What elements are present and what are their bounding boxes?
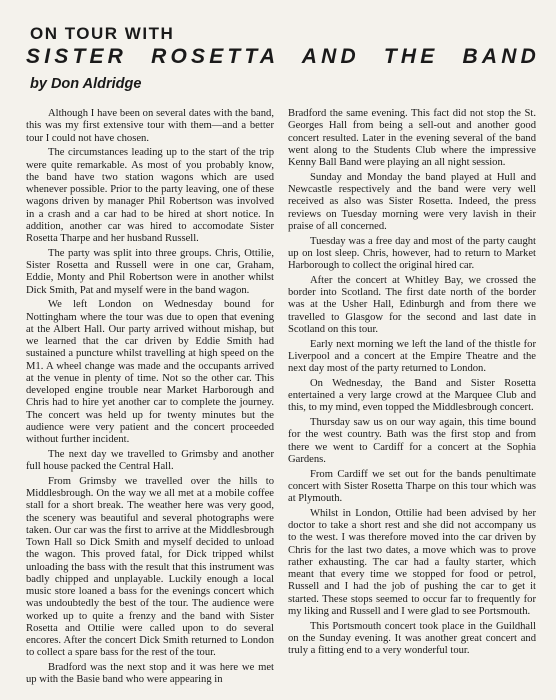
paragraph: From Grimsby we travelled over the hills to Middlesbrough. On the way we all met at a mobile coffee stall for a short break. The weather here was very good, the scenery was beautiful and several photographs were taken. Our car was the first to arrive at the Middlesbrough Town Hall so Dick Smith and myself decided to unload the wagon. This proved fatal, for Dick tripped whilst unloading the bass with the result that this instrument was badly chipped and unplayable. Luckily enough a local music store loaned a bass for the evenings concert which was undoubtedly the best of the tour. The audience were worked up to quite a frenzy and the band with Sister Rosetta and Ottilie were called upon to do several encores. After the concert Dick Smith returned to London to collect a spare bass for the rest of the tour. bbox=[26, 475, 274, 659]
paragraph: We left London on Wednesday bound for Nottingham where the tour was due to open that evening at the Albert Hall. Our party arrived without mishap, but we learned that the car driven by Eddie Smith had sustained a puncture whilst travelling at high speed on the M1. A wheel change was made and the occupants arrived at the venue in plenty of time. Not so the other car. This developed engine trouble near Market Harborough and Chris had to hire yet another car to complete the journey. The concert was held up for twenty minutes but the audience were very patient and the concert proceeded without further incident. bbox=[26, 299, 274, 445]
paragraph: Tuesday was a free day and most of the party caught up on lost sleep. Chris, however, had to return to Market Harborough to collect the original hired car. bbox=[288, 235, 536, 271]
paragraph: Sunday and Monday the band played at Hull and Newcastle respectively and the band were very well received as also was Sister Rosetta. Indeed, the press reviews on Tuesday morning were very lavish in their praise of all concerned. bbox=[288, 171, 536, 232]
paragraph: The circumstances leading up to the start of the trip were quite remarkable. As most of you probably know, the band have two station wagons which are used whenever possible. Prior to the party leaving, one of these wagons driven by manager Phil Robertson was involved in a crash and a car had to be hired at short notice. In addition, another car was hired to accomodate Sister Rosetta Tharpe and her husband Russell. bbox=[26, 147, 274, 244]
left-column bbox=[26, 108, 274, 689]
paragraph: From Cardiff we set out for the bands penultimate concert with Sister Rosetta Tharpe on this tour which was at Plymouth. bbox=[288, 468, 536, 504]
right-column bbox=[288, 108, 536, 660]
paragraph: Thursday saw us on our way again, this time bound for the west country. Bath was the first stop and from there we went to Cardiff for a concert at the Sophia Gardens. bbox=[288, 417, 536, 465]
paragraph: The next day we travelled to Grimsby and another full house packed the Central Hall. bbox=[26, 448, 274, 472]
paragraph: Whilst in London, Ottilie had been advised by her doctor to take a short rest and she did not accompany us to the west. I was therefore moved into the car driven by Chris for the last two dates, a move which was to prove rather exhausting. The car had a faulty starter, which meant that every time we stopped for food or petrol, Russell and I had the job of pushing the car to get it started. These stops seemed to occur far to frequently for my liking and Russell and I were glad to see Portsmouth. bbox=[288, 507, 536, 617]
paragraph: Bradford the same evening. This fact did not stop the St. Georges Hall from being a sell-out and another good concert resulted. Later in the evening several of the band went along to the Students Club where the impressive Kenny Ball Band were playing an all night session. bbox=[288, 108, 536, 168]
paragraph: Bradford was the next stop and it was here we met up with the Basie band who were appearing in bbox=[26, 662, 274, 686]
paragraph: This Portsmouth concert took place in the Guildhall on the Sunday evening. It was another great concert and truly a fitting end to a very wonderful tour. bbox=[288, 620, 536, 656]
paragraph: Early next morning we left the land of the thistle for Liverpool and a concert at the Empire Theatre and the next day most of the party returned to London. bbox=[288, 338, 536, 374]
paragraph: The party was split into three groups. Chris, Ottilie, Sister Rosetta and Russell were in one car, Graham, Eddie, Monty and Phil Robertson were in another whilst Dick Smith, Pat and myself were in the band wagon. bbox=[26, 247, 274, 296]
paragraph: Although I have been on several dates with the band, this was my first extensive tour with them—and a better tour I could not have chosen. bbox=[26, 108, 274, 144]
article-byline: by Don Aldridge bbox=[30, 76, 142, 92]
article-kicker: ON TOUR WITH bbox=[30, 24, 175, 43]
article-headline: SISTER ROSETTA AND THE BAND bbox=[26, 45, 540, 68]
paragraph: On Wednesday, the Band and Sister Rosetta entertained a very large crowd at the Marquee Club and this, to my mind, even topped the Middlesbrough concert. bbox=[288, 377, 536, 414]
paragraph: After the concert at Whitley Bay, we crossed the border into Scotland. The first date north of the border was at the Usher Hall, Edinburgh and from there we travelled to Glasgow for the second and last date in Scotland on this tour. bbox=[288, 274, 536, 335]
